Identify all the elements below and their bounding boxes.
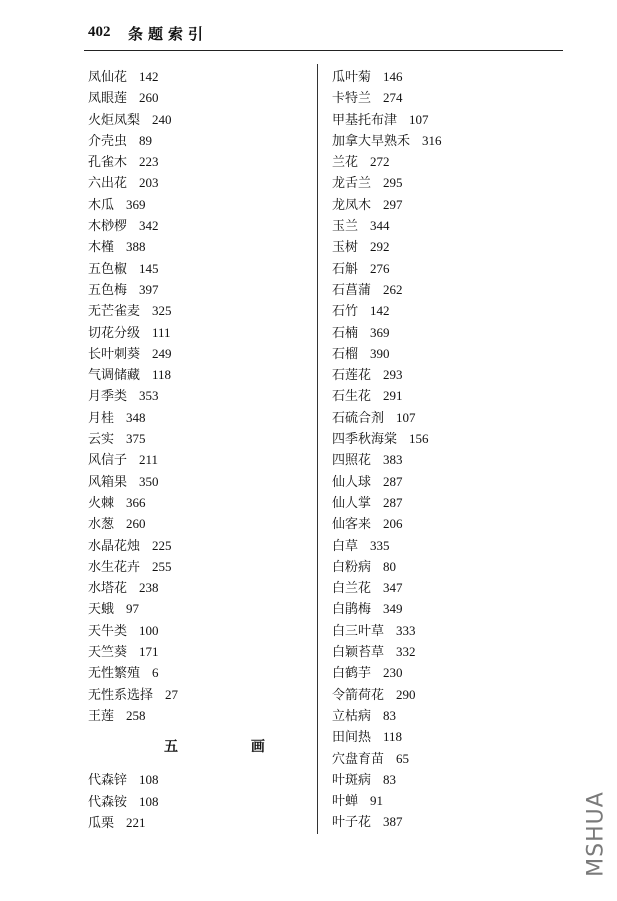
entry-page-number: 230 [383, 665, 403, 681]
entry-term: 穴盘育苗 [332, 751, 385, 767]
entry-term: 仙人掌 [332, 495, 372, 511]
entry-term: 无芒雀麦 [88, 304, 141, 320]
entry-term: 甲基托布津 [332, 112, 398, 128]
entry-page-number: 108 [139, 793, 159, 809]
entry-page-number: 83 [383, 771, 397, 787]
index-entry [332, 471, 572, 492]
index-entry [88, 364, 308, 385]
entry-page-number: 390 [370, 345, 390, 361]
index-entry [88, 385, 308, 406]
entry-term: 木桫椤 [88, 219, 128, 235]
index-entry [332, 279, 572, 300]
entry-page-number: 369 [126, 196, 146, 212]
entry-term: 石硫合剂 [332, 410, 385, 426]
index-entry [332, 300, 572, 321]
entry-term: 六出花 [88, 176, 128, 192]
entry-term: 叶子花 [332, 815, 372, 831]
index-entry [332, 662, 572, 683]
entry-page-number: 83 [383, 707, 397, 723]
entry-page-number: 335 [370, 537, 390, 553]
entry-term: 天竺葵 [88, 645, 128, 661]
index-entry [88, 151, 308, 172]
index-entry [332, 811, 572, 832]
entry-term: 天蛾 [88, 602, 115, 618]
entry-term: 气调储藏 [88, 368, 141, 384]
entry-term: 凤仙花 [88, 70, 128, 85]
entry-page-number: 249 [152, 345, 172, 361]
entry-term: 石楠 [332, 325, 359, 341]
entry-page-number: 276 [370, 260, 390, 276]
entry-page-number: 156 [409, 431, 429, 447]
index-entry [88, 535, 308, 556]
index-entry [88, 236, 308, 257]
entry-page-number: 260 [126, 516, 146, 532]
entry-page-number: 290 [396, 686, 416, 702]
section-entry-list [88, 769, 308, 833]
entry-page-number: 287 [383, 473, 403, 489]
column-divider [317, 64, 318, 834]
entry-page-number: 238 [139, 580, 159, 596]
index-entry [88, 172, 308, 193]
entry-term: 加拿大早熟禾 [332, 133, 411, 149]
right-entry-list [332, 66, 572, 833]
index-entry [332, 620, 572, 641]
index-entry [332, 258, 572, 279]
entry-page-number: 146 [383, 69, 403, 84]
entry-page-number: 295 [383, 175, 403, 191]
entry-page-number: 366 [126, 494, 146, 510]
entry-term: 水生花卉 [88, 559, 141, 575]
index-entry [332, 66, 572, 87]
index-entry [332, 492, 572, 513]
index-entry [332, 343, 572, 364]
index-entry [332, 790, 572, 811]
entry-term: 木槿 [88, 240, 115, 256]
index-entry [332, 684, 572, 705]
entry-term: 火炬凤梨 [88, 112, 141, 128]
index-entry [88, 407, 308, 428]
entry-page-number: 65 [396, 750, 410, 766]
index-entry [88, 449, 308, 470]
entry-page-number: 293 [383, 367, 403, 383]
entry-page-number: 118 [383, 729, 403, 745]
entry-page-number: 292 [370, 239, 390, 255]
entry-term: 白鹤芋 [332, 666, 372, 682]
entry-term: 切花分级 [88, 325, 141, 341]
entry-page-number: 325 [152, 303, 172, 319]
page-number: 402 [88, 24, 111, 40]
entry-page-number: 118 [152, 367, 172, 383]
index-entry [88, 705, 308, 726]
entry-page-number: 6 [152, 665, 159, 681]
entry-page-number: 111 [152, 324, 171, 340]
entry-page-number: 332 [396, 644, 416, 660]
index-entry [332, 364, 572, 385]
index-entry [332, 130, 572, 151]
entry-term: 瓜叶菊 [332, 70, 372, 85]
index-entry [88, 194, 308, 215]
entry-term: 叶蝉 [332, 794, 359, 810]
index-entry [332, 194, 572, 215]
entry-term: 风信子 [88, 453, 128, 469]
index-entry [332, 449, 572, 470]
entry-term: 风箱果 [88, 474, 128, 490]
entry-page-number: 80 [383, 558, 397, 574]
entry-term: 长叶刺葵 [88, 346, 141, 362]
entry-page-number: 349 [383, 601, 403, 617]
entry-term: 玉树 [332, 240, 359, 256]
entry-term: 瓜栗 [88, 815, 115, 831]
entry-term: 五色梅 [88, 282, 128, 298]
entry-page-number: 342 [139, 218, 159, 234]
entry-page-number: 347 [383, 580, 403, 596]
entry-page-number: 262 [383, 281, 403, 297]
index-entry [88, 598, 308, 619]
entry-page-number: 316 [422, 132, 442, 148]
index-entry [88, 620, 308, 641]
index-entry [88, 641, 308, 662]
entry-page-number: 297 [383, 196, 403, 212]
entry-term: 仙客来 [332, 517, 372, 533]
entry-page-number: 142 [139, 69, 159, 84]
index-entry [88, 109, 308, 130]
entry-page-number: 333 [396, 622, 416, 638]
index-entry [332, 598, 572, 619]
watermark-text: MSHUA [583, 791, 609, 877]
entry-term: 龙舌兰 [332, 176, 372, 192]
entry-page-number: 240 [152, 111, 172, 127]
index-entry [332, 513, 572, 534]
entry-term: 卡特兰 [332, 91, 372, 107]
entry-term: 白鹃梅 [332, 602, 372, 618]
index-entry [332, 172, 572, 193]
page-header [88, 22, 560, 48]
entry-page-number: 375 [126, 431, 146, 447]
entry-page-number: 107 [396, 409, 416, 425]
index-entry [332, 407, 572, 428]
index-entry [88, 215, 308, 236]
index-entry [88, 684, 308, 705]
index-entry [332, 87, 572, 108]
entry-term: 叶斑病 [332, 772, 372, 788]
entry-page-number: 97 [126, 601, 140, 617]
watermark [582, 782, 610, 886]
index-entry [88, 769, 308, 790]
entry-page-number: 255 [152, 558, 172, 574]
index-entry [332, 726, 572, 747]
index-entry [88, 471, 308, 492]
entry-page-number: 274 [383, 90, 403, 106]
entry-term: 月桂 [88, 410, 115, 426]
entry-page-number: 258 [126, 707, 146, 723]
index-entry [332, 748, 572, 769]
entry-page-number: 206 [383, 516, 403, 532]
entry-page-number: 397 [139, 281, 159, 297]
entry-term: 田间热 [332, 730, 372, 746]
entry-term: 令箭荷花 [332, 687, 385, 703]
entry-term: 石斛 [332, 261, 359, 277]
entry-term: 白草 [332, 538, 359, 554]
entry-page-number: 27 [165, 686, 179, 702]
entry-term: 火棘 [88, 495, 115, 511]
entry-page-number: 260 [139, 90, 159, 106]
index-entry [332, 385, 572, 406]
index-entry [332, 109, 572, 130]
entry-term: 石莲花 [332, 368, 372, 384]
entry-term: 白粉病 [332, 559, 372, 575]
entry-term: 白兰花 [332, 581, 372, 597]
entry-page-number: 348 [126, 409, 146, 425]
entry-page-number: 383 [383, 452, 403, 468]
entry-page-number: 107 [409, 111, 429, 127]
index-entry [332, 577, 572, 598]
entry-term: 无性系选择 [88, 687, 154, 703]
index-entry [88, 322, 308, 343]
index-entry [332, 641, 572, 662]
entry-term: 四季秋海棠 [332, 432, 398, 448]
index-entry [88, 66, 308, 87]
entry-page-number: 387 [383, 814, 403, 830]
entry-page-number: 223 [139, 154, 159, 170]
entry-term: 无性繁殖 [88, 666, 141, 682]
entry-term: 石菖蒲 [332, 282, 372, 298]
index-entry [88, 300, 308, 321]
index-entry [88, 577, 308, 598]
entry-page-number: 145 [139, 260, 159, 276]
index-entry [332, 535, 572, 556]
entry-term: 石竹 [332, 304, 359, 320]
entry-page-number: 142 [370, 303, 390, 319]
entry-page-number: 272 [370, 154, 390, 170]
entry-page-number: 350 [139, 473, 159, 489]
entry-page-number: 221 [126, 814, 146, 830]
index-entry [88, 343, 308, 364]
entry-term: 月季类 [88, 389, 128, 405]
left-column [88, 66, 308, 833]
entry-page-number: 100 [139, 622, 159, 638]
entry-term: 石生花 [332, 389, 372, 405]
index-entry [332, 705, 572, 726]
index-entry [332, 215, 572, 236]
entry-term: 白三叶草 [332, 623, 385, 639]
index-entry [332, 151, 572, 172]
index-entry [88, 492, 308, 513]
index-entry [88, 87, 308, 108]
entry-page-number: 353 [139, 388, 159, 404]
entry-term: 石榴 [332, 346, 359, 362]
index-entry [88, 791, 308, 812]
section-heading: 五 画 [164, 739, 299, 756]
entry-term: 玉兰 [332, 219, 359, 235]
entry-page-number: 388 [126, 239, 146, 255]
entry-term: 云实 [88, 432, 115, 448]
index-entry [88, 513, 308, 534]
entry-page-number: 344 [370, 218, 390, 234]
index-entry [88, 662, 308, 683]
entry-page-number: 91 [370, 793, 384, 809]
entry-term: 木瓜 [88, 197, 115, 213]
right-column [332, 66, 572, 833]
entry-term: 天牛类 [88, 623, 128, 639]
entry-term: 龙凤木 [332, 197, 372, 213]
entry-page-number: 89 [139, 132, 153, 148]
index-entry [332, 236, 572, 257]
entry-page-number: 211 [139, 452, 159, 468]
entry-term: 兰花 [332, 155, 359, 171]
entry-term: 四照花 [332, 453, 372, 469]
index-entry [332, 322, 572, 343]
entry-term: 白颖苔草 [332, 645, 385, 661]
index-entry [88, 428, 308, 449]
header-title: 条题索引 [128, 25, 209, 43]
entry-term: 水塔花 [88, 581, 128, 597]
entry-term: 立枯病 [332, 708, 372, 724]
index-entry [88, 279, 308, 300]
index-entry [332, 428, 572, 449]
index-entry [88, 258, 308, 279]
entry-page-number: 225 [152, 537, 172, 553]
entry-term: 代森铵 [88, 794, 128, 810]
entry-page-number: 287 [383, 494, 403, 510]
index-entry [332, 769, 572, 790]
index-entry [88, 130, 308, 151]
entry-page-number: 291 [383, 388, 403, 404]
left-entry-list [88, 66, 308, 726]
index-entry [88, 812, 308, 833]
entry-term: 水晶花烛 [88, 538, 141, 554]
entry-term: 凤眼莲 [88, 91, 128, 107]
index-entry [332, 556, 572, 577]
entry-page-number: 203 [139, 175, 159, 191]
entry-term: 代森锌 [88, 773, 128, 789]
entry-page-number: 369 [370, 324, 390, 340]
header-rule [84, 50, 563, 51]
entry-term: 王莲 [88, 708, 115, 724]
entry-term: 五色椒 [88, 261, 128, 277]
entry-term: 介壳虫 [88, 133, 128, 149]
entry-page-number: 171 [139, 644, 159, 660]
index-entry [88, 556, 308, 577]
entry-term: 孔雀木 [88, 155, 128, 171]
entry-term: 水葱 [88, 517, 115, 533]
entry-page-number: 108 [139, 772, 159, 788]
entry-term: 仙人球 [332, 474, 372, 490]
